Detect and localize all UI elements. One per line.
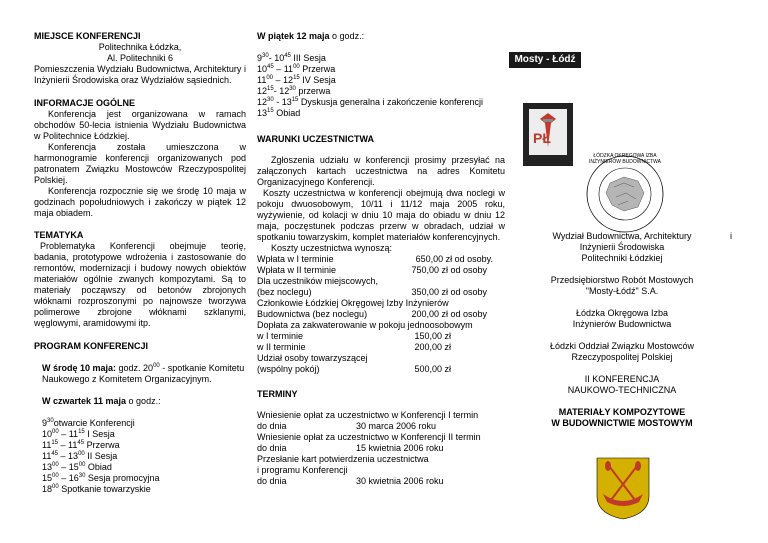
start-minutes: 00 xyxy=(266,75,274,81)
session-label: II Sesja xyxy=(84,451,118,461)
conf-line-b: NAUKOWO-TECHNICZNA xyxy=(567,385,677,395)
single-row-1 xyxy=(257,331,505,342)
fees-intro: Koszty uczestnictwa wynoszą: xyxy=(271,243,393,253)
wednesday-text: - spotkanie Komitetu Naukowego z Komitetem Organizacyjnym. xyxy=(42,363,245,384)
members-sub: Budownictwa (bez noclegu) xyxy=(257,309,368,319)
program-friday-heading xyxy=(257,31,505,42)
fri-item xyxy=(257,86,505,97)
session-label: Sesja promocyjna xyxy=(85,473,160,483)
students-row xyxy=(257,287,505,298)
start-hour: 11 xyxy=(257,75,267,85)
fee1-value: 650,00 zł od osoby. xyxy=(415,254,493,264)
session-label: IV Sesja xyxy=(299,75,336,85)
start-hour: 10 xyxy=(42,429,53,439)
start-minutes: 00 xyxy=(52,462,59,468)
pl-logo xyxy=(523,103,573,166)
thu-item xyxy=(42,418,246,429)
session-label: III Sesja xyxy=(290,53,326,63)
conf-line-a: II KONFERENCJA xyxy=(584,374,660,384)
start-hour: 9 xyxy=(42,418,48,428)
thu-item xyxy=(42,473,246,484)
program-heading: PROGRAM KONFERENCJI xyxy=(34,341,149,351)
end-hour: – 16 xyxy=(58,473,79,483)
start-minutes: 15 xyxy=(51,440,59,446)
companion-sub: (wspólny pokój) xyxy=(257,364,320,374)
boat-emblem-icon xyxy=(595,456,651,520)
single-label: Dopłata za zakwaterowanie w pokoju jednoosobowym xyxy=(257,320,473,330)
fri-item xyxy=(257,97,505,108)
end-minutes: 15 xyxy=(291,97,299,103)
conditions-para-1: Zgłoszenia udziału w konferencji prosimy przesyłać na załączonych kartach uczestnictwa na adres Komitetu Organizacyjnego Konferencji. xyxy=(257,155,505,187)
end-minutes: 00 xyxy=(78,451,85,457)
start-minutes: 00 xyxy=(52,484,59,490)
end-hour: - 10 xyxy=(268,53,285,63)
end-hour: – 13 xyxy=(58,451,79,461)
session-label: Przerwa xyxy=(299,64,336,74)
deadline-line-2 xyxy=(257,421,505,432)
fee-row-1 xyxy=(257,254,505,265)
end-minutes: 15 xyxy=(293,75,300,81)
chamber-seal xyxy=(584,153,666,235)
single1-label: w I terminie xyxy=(257,331,304,341)
start-minutes: 30 xyxy=(47,418,54,424)
start-minutes: 45 xyxy=(51,451,59,457)
thu-item xyxy=(42,429,246,440)
students-sub: (bez noclegu) xyxy=(257,287,312,297)
students-value: 350,00 zł od osoby xyxy=(411,287,487,297)
fee2-value: 750,00 zł od osoby xyxy=(411,265,487,275)
start-hour: 12 xyxy=(257,97,268,107)
start-minutes: 15 xyxy=(267,108,274,114)
start-hour: 18 xyxy=(42,484,53,494)
end-minutes: 45 xyxy=(284,53,291,59)
org1-i: i xyxy=(730,231,732,241)
chamber-seal-icon xyxy=(584,153,666,235)
venue-heading: MIEJSCE KONFERENCJI xyxy=(34,31,141,41)
start-hour: 12 xyxy=(257,86,268,96)
org1-line-b: Inżynierii Środowiska xyxy=(579,242,665,252)
topics-text: Problematyka Konferencji obejmuje teorię, badania, prototypowe wdrożenia i zastosowanie do remontów, modernizacji i budowy nowych obiektów materiałów ogólnie zwanych kompozytami. Są to materiały począwszy od betonów zbrojonych włóknami rozproszonymi po najnowsze tworzywa polimerowe zbrojone włóknami szklanymi, węglowymi, aramidowymi itp. xyxy=(34,241,246,328)
title-line-a: MATERIAŁY KOMPOZYTOWE xyxy=(558,407,686,417)
start-hour: 11 xyxy=(42,451,52,461)
deadline-1-prefix: do dnia xyxy=(257,421,287,431)
pl-logo-text: PŁ xyxy=(533,130,551,146)
thu-item xyxy=(42,440,246,451)
wednesday-time-sup: 00 xyxy=(153,363,160,369)
fri-item xyxy=(257,108,505,119)
session-label: przerwa xyxy=(295,86,331,96)
deadline-line-5: Przesłanie kart potwierdzenia uczestnictwa xyxy=(257,454,429,464)
companion-label: Udział osoby towarzyszącej xyxy=(257,353,368,363)
venue-line-2: Al. Politechniki 6 xyxy=(106,53,174,63)
start-minutes: 00 xyxy=(52,473,59,479)
end-hour: – 12 xyxy=(273,75,294,85)
thursday-suffix: o godz.: xyxy=(126,396,161,406)
start-minutes: 30 xyxy=(267,97,274,103)
end-minutes: 15 xyxy=(78,429,85,435)
org2-line-a: Przedsiębiorstwo Robót Mostowych xyxy=(550,275,694,285)
session-label: Przerwa xyxy=(84,440,120,450)
session-label: Obiad xyxy=(85,462,112,472)
end-hour: - 12 xyxy=(273,86,290,96)
venue-line-1: Politechnika Łódzka, xyxy=(98,42,182,52)
deadline-line-7 xyxy=(257,476,505,487)
column-middle xyxy=(257,31,505,487)
fri-item xyxy=(257,64,505,75)
deadline-3-prefix: do dnia xyxy=(257,476,287,486)
end-minutes: 45 xyxy=(77,440,85,446)
thursday-label: W czwartek 11 maja xyxy=(42,396,127,406)
org1-line-a: Wydział Budownictwa, Architektury xyxy=(552,231,692,241)
deadline-line-4 xyxy=(257,443,505,454)
deadline-line-3: Wniesienie opłat za uczestnictwo w Konferencji II termin xyxy=(257,432,481,442)
wednesday-time: godz. 20 xyxy=(116,363,154,373)
end-hour: – 11 xyxy=(273,64,294,74)
topics-heading: TEMATYKA xyxy=(34,230,84,240)
conditions-heading: WARUNKI UCZESTNICTWA xyxy=(257,134,374,144)
deadline-line-6: i programu Konferencji xyxy=(257,465,348,475)
start-hour: 10 xyxy=(257,64,268,74)
org1-line-c: Politechniki Łódzkiej xyxy=(581,253,663,263)
general-para-1: Konferencja jest organizowana w ramach obchodów 50-lecia istnienia Wydziału Budownictwa w Politechnice Łódzkiej. xyxy=(34,109,246,141)
thursday-schedule xyxy=(34,418,246,495)
single2-label: w II terminie xyxy=(257,342,306,352)
thu-item xyxy=(42,484,246,495)
start-minutes: 45 xyxy=(267,64,274,70)
fri-item xyxy=(257,75,505,86)
end-hour: – 11 xyxy=(58,429,79,439)
org3-line-b: Inżynierów Budownictwa xyxy=(572,319,672,329)
end-hour: – 15 xyxy=(58,462,79,472)
start-hour: 15 xyxy=(42,473,53,483)
start-hour: 11 xyxy=(42,440,52,450)
end-hour: - 13 xyxy=(273,97,292,107)
wednesday-label: W środę 10 maja: xyxy=(42,363,117,373)
program-wednesday xyxy=(34,363,246,385)
thu-item xyxy=(42,462,246,473)
companion-row xyxy=(257,364,505,375)
start-hour: 9 xyxy=(257,53,263,63)
fee-row-2 xyxy=(257,265,505,276)
thu-item xyxy=(42,451,246,462)
lodz-emblem xyxy=(595,456,651,520)
deadline-1-date: 30 marca 2006 roku xyxy=(356,421,437,431)
conditions-para-2: Koszty uczestnictwa w konferencji obejmują dwa noclegi w pokoju dwuosobowym, 10/11 i 11/12 maja 2005 roku, wyżywienie, od kolacji w dniu 10 maja do obiadu w dniu 12 maja, poczęstunek podczas przerw w obradach, udział w spotkaniu towarzyskim, komplet materiałów konferencyjnych. xyxy=(257,188,505,242)
session-label: otwarcie Konferencji xyxy=(53,418,135,428)
members-value: 200,00 zł od osoby xyxy=(411,309,487,319)
single-row-2 xyxy=(257,342,505,353)
mosty-logo xyxy=(509,52,581,68)
end-minutes: 30 xyxy=(289,86,296,92)
deadline-line-1: Wniesienie opłat za uczestnictwo w Konferencji I termin xyxy=(257,410,479,420)
deadline-2-date: 15 kwietnia 2006 roku xyxy=(356,443,444,453)
program-thursday-heading xyxy=(34,396,246,407)
single2-value: 200,00 zł xyxy=(414,342,451,352)
end-hour: – 11 xyxy=(58,440,78,450)
start-minutes: 30 xyxy=(262,53,269,59)
general-para-3: Konferencja rozpocznie się we środę 10 maja w godzinach popołudniowych i zakończy w piątek 12 maja obiadem. xyxy=(34,186,246,218)
org3-line-a: Łódzka Okręgowa Izba xyxy=(575,308,669,318)
cover-texts xyxy=(508,231,736,429)
org4-line-a: Łódzki Oddział Związku Mostowców xyxy=(549,341,695,351)
fee2-label: Wpłata w II terminie xyxy=(257,265,337,275)
general-heading: INFORMACJE OGÓLNE xyxy=(34,98,136,108)
session-label: Spotkanie towarzyskie xyxy=(58,484,151,494)
session-label: Obiad xyxy=(273,108,301,118)
deadline-2-prefix: do dnia xyxy=(257,443,287,453)
start-hour: 13 xyxy=(42,462,53,472)
session-label: I Sesja xyxy=(84,429,115,439)
start-minutes: 00 xyxy=(52,429,59,435)
chamber-seal-text: ŁÓDZKA OKRĘGOWA IZBA INŻYNIERÓW BUDOWNICTWA xyxy=(588,153,662,165)
members-label: Członkowie Łódzkiej Okręgowej Izby Inżynierów xyxy=(257,298,449,308)
deadline-3-date: 30 kwietnia 2006 roku xyxy=(356,476,444,486)
end-minutes: 00 xyxy=(78,462,86,468)
students-label: Dla uczestników miejscowych, xyxy=(257,276,379,286)
mosty-logo-text: Mosty - Łódź xyxy=(514,54,576,65)
end-minutes: 30 xyxy=(78,473,86,479)
start-minutes: 15 xyxy=(267,86,274,92)
companion-value: 500,00 zł xyxy=(414,364,451,374)
single1-value: 150,00 zł xyxy=(414,331,451,341)
title-line-b: W BUDOWNICTWIE MOSTOWYM xyxy=(551,418,693,428)
org2-line-b: "Mosty-Łódź" S.A. xyxy=(585,286,659,296)
friday-suffix: o godz.: xyxy=(329,31,365,41)
column-left xyxy=(34,31,246,495)
fee1-label: Wpłata w I terminie xyxy=(257,254,334,264)
start-hour: 13 xyxy=(257,108,268,118)
members-row xyxy=(257,309,505,320)
friday-label: W piątek 12 maja xyxy=(257,31,330,41)
deadlines-heading: TERMINY xyxy=(257,389,298,399)
end-minutes: 00 xyxy=(293,64,300,70)
general-para-2: Konferencja została umieszczona w harmonogramie konferencji organizowanych pod patronatem Związku Mostowców Rzeczypospolitej Polskiej. xyxy=(34,142,246,185)
venue-rooms: Pomieszczenia Wydziału Budownictwa, Architektury i Inżynierii Środowiska oraz Wydziałów sąsiednich. xyxy=(34,64,246,85)
org4-line-b: Rzeczypospolitej Polskiej xyxy=(571,352,673,362)
fri-item xyxy=(257,53,505,64)
friday-schedule xyxy=(257,53,505,119)
session-label: Dyskusja generalna i zakończenie konferencji xyxy=(298,97,484,107)
